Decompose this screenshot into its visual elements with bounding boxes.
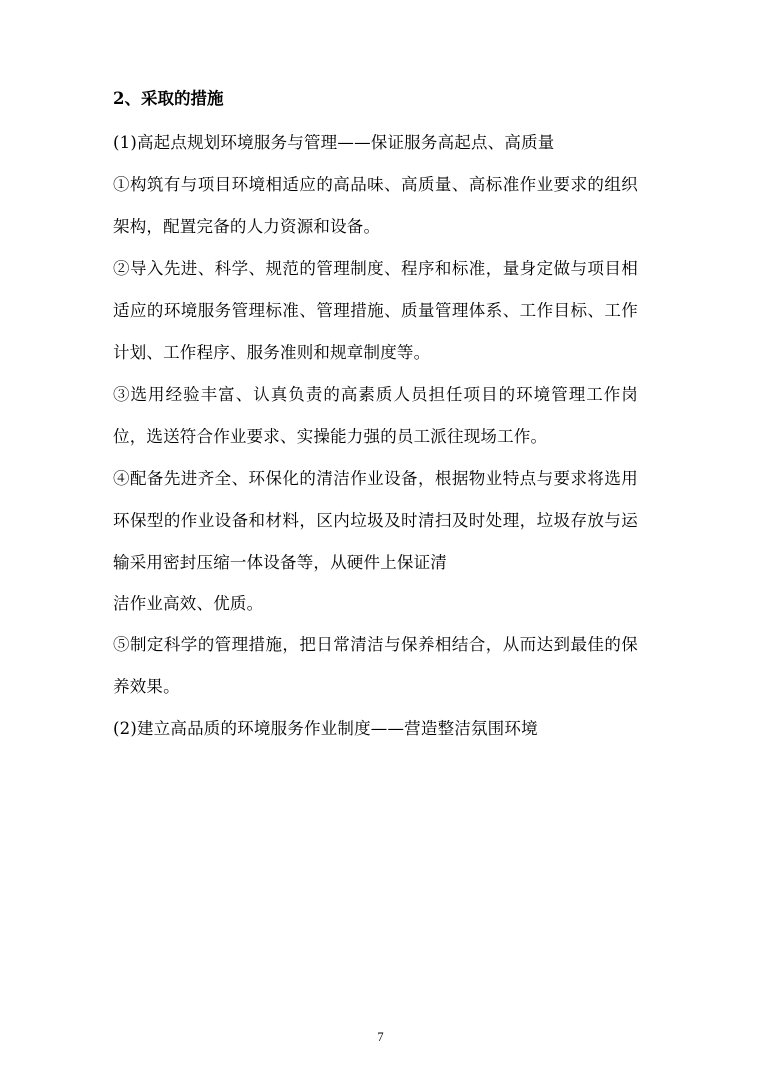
paragraph-7: ⑤制定科学的管理措施，把日常清洁与保养相结合，从而达到最佳的保养效果。 (113, 635, 638, 696)
paragraph-5: ④配备先进齐全、环保化的清洁作业设备，根据物业特点与要求将选用环保型的作业设备和材料，区内垃圾及时清扫及时处理，垃圾存放与运输采用密封压缩一体设备等，从硬件上保证清 (113, 469, 638, 572)
paragraph-4: ③选用经验丰富、认真负责的高素质人员担任项目的环境管理工作岗位，选送符合作业要求、实操能力强的员工派往现场工作。 (113, 385, 638, 446)
page-number: 7 (377, 1030, 384, 1044)
paragraph-1: (1)高起点规划环境服务与管理——保证服务高起点、高质量 (113, 133, 555, 152)
paragraph-8: (2)建立高品质的环境服务作业制度——营造整洁氛围环境 (113, 719, 538, 738)
paragraph-2: ①构筑有与项目环境相适应的高品味、高质量、高标准作业要求的组织架构，配置完备的人力资源和设备。 (113, 175, 638, 236)
section-heading: 2、采取的措施 (113, 89, 224, 108)
document-body (113, 78, 638, 750)
paragraph-3: ②导入先进、科学、规范的管理制度、程序和标准，量身定做与项目相适应的环境服务管理标准、管理措施、质量管理体系、工作目标、工作计划、工作程序、服务准则和规章制度等。 (113, 259, 638, 362)
paragraph-6: 洁作业高效、优质。 (113, 594, 264, 613)
